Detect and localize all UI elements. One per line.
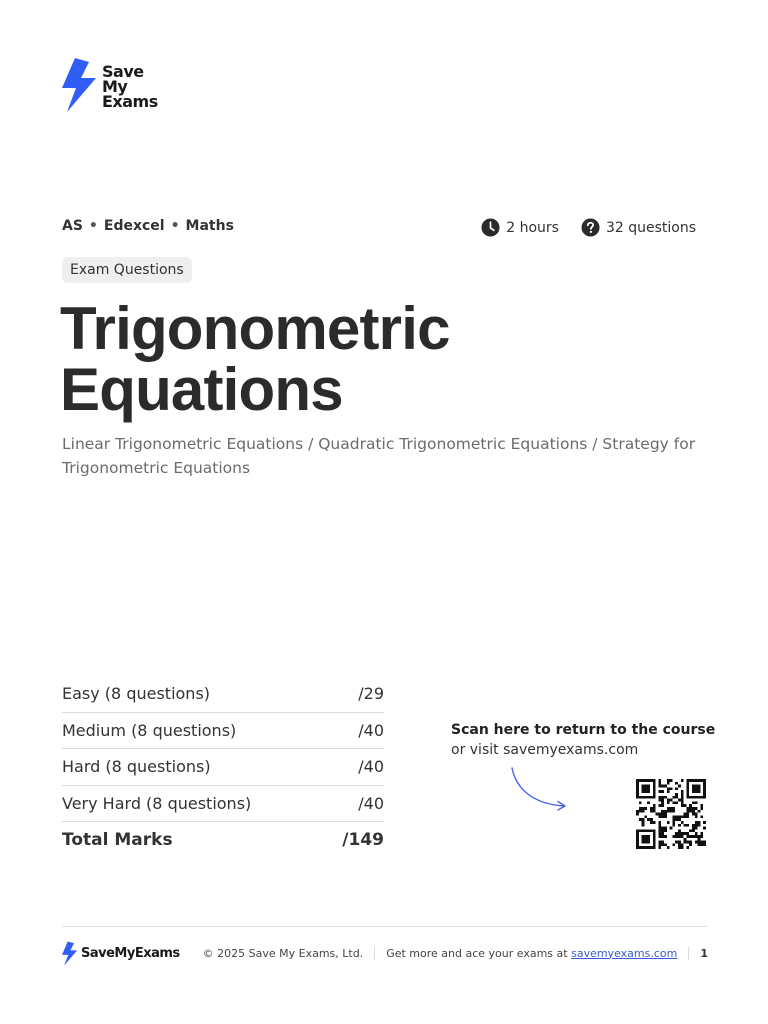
- marks-row-total: [62, 822, 384, 859]
- breadcrumb-level: AS: [62, 218, 83, 234]
- title-line-2: Equations: [60, 356, 343, 423]
- scan-prompt: [451, 722, 715, 758]
- footer-logo-text: SaveMyExams: [81, 945, 180, 961]
- page-title: [60, 295, 700, 423]
- footer: [62, 940, 708, 966]
- logo-word-save: Save: [102, 62, 144, 81]
- exam-info: [481, 218, 696, 237]
- total-marks-value: /149: [342, 830, 384, 851]
- marks-table: [62, 676, 384, 859]
- marks-row-value: /29: [358, 684, 384, 704]
- logo-word-exams: Exams: [102, 92, 158, 111]
- breadcrumb-separator: •: [170, 218, 180, 234]
- breadcrumb-board: Edexcel: [103, 218, 165, 234]
- logo-wordmark: [102, 64, 158, 109]
- marks-row-value: /40: [358, 720, 384, 740]
- scan-subtitle: or visit savemyexams.com: [451, 742, 639, 758]
- marks-row-very-hard: [62, 786, 384, 823]
- footer-separator: [688, 947, 689, 960]
- total-marks-label: Total Marks: [62, 830, 173, 851]
- marks-row-label: Very Hard (8 questions): [62, 793, 252, 813]
- duration-text: 2 hours: [506, 219, 559, 236]
- marks-row-value: /40: [358, 793, 384, 813]
- logo-word-my: My: [102, 77, 128, 96]
- question-circle-icon: [581, 218, 600, 237]
- lightning-bolt-icon: [62, 941, 78, 966]
- questions-count: 32 questions: [605, 219, 696, 236]
- page-number: 1: [700, 946, 708, 960]
- footer-info: [203, 947, 708, 960]
- copyright-text: © 2025 Save My Exams, Ltd.: [202, 946, 364, 960]
- footer-logo[interactable]: [62, 941, 180, 966]
- meta-row: [62, 218, 696, 238]
- footer-cta: [386, 947, 677, 960]
- questions-info: [581, 218, 696, 237]
- marks-row-label: Easy (8 questions): [62, 684, 211, 704]
- duration-info: [481, 218, 559, 237]
- breadcrumb-separator: •: [88, 218, 98, 234]
- breadcrumb-subject: Maths: [185, 218, 234, 234]
- topic-list: Linear Trigonometric Equations / Quadratic Trigonometric Equations / Strategy for Trigonometric Equations: [62, 435, 696, 477]
- marks-row-value: /40: [358, 757, 384, 777]
- footer-divider: [62, 926, 708, 927]
- lightning-bolt-icon: [62, 58, 98, 112]
- category-tag: Exam Questions: [62, 257, 192, 283]
- title-line-1: Trigonometric: [60, 295, 450, 362]
- marks-row-label: Hard (8 questions): [62, 757, 211, 777]
- brand-logo[interactable]: [62, 58, 158, 112]
- clock-icon: [481, 218, 500, 237]
- marks-row-hard: [62, 749, 384, 786]
- marks-row-easy: [62, 676, 384, 713]
- qr-code[interactable]: [634, 779, 708, 849]
- breadcrumb: [62, 218, 234, 234]
- marks-row-medium: [62, 713, 384, 750]
- curved-arrow-icon: [508, 766, 574, 814]
- footer-link[interactable]: savemyexams.com: [571, 946, 678, 960]
- footer-separator: [374, 947, 375, 960]
- marks-row-label: Medium (8 questions): [62, 720, 237, 740]
- footer-cta-text: Get more and ace your exams at: [386, 946, 568, 960]
- scan-title: Scan here to return to the course: [451, 722, 716, 738]
